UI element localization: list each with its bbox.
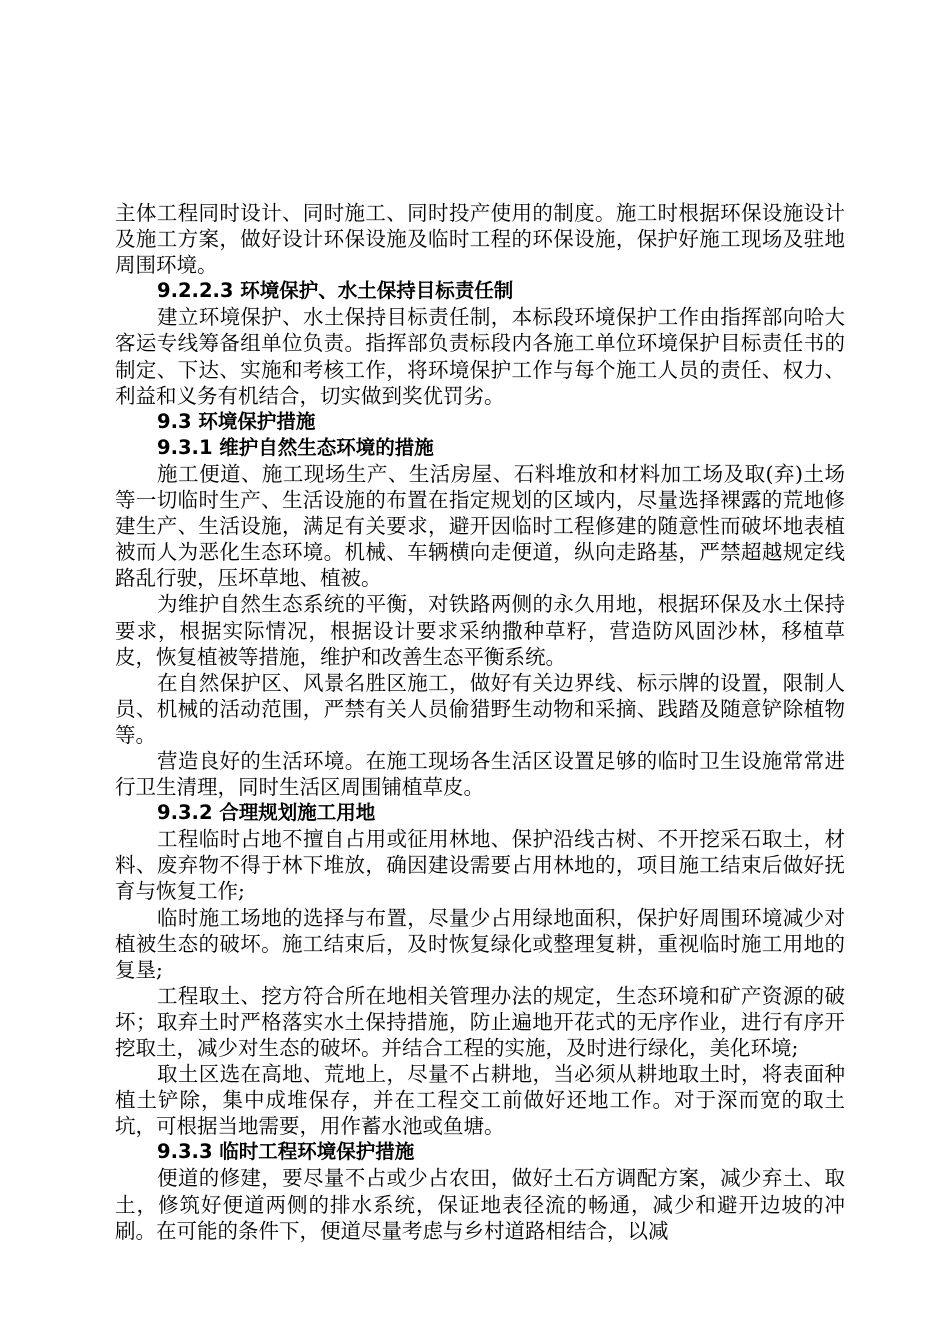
paragraph: 为维护自然生态系统的平衡，对铁路两侧的永久用地，根据环保及水土保持要求，根据实际情况，根据设计要求采纳撒种草籽，营造防风固沙林，移植草皮，恢复植被等措施，维护和改善生态平衡系统。 <box>115 592 845 669</box>
paragraph: 主体工程同时设计、同时施工、同时投产使用的制度。施工时根据环保设施设计及施工方案，做好设计环保设施及临时工程的环保设施，保护好施工现场及驻地周围环境。 <box>115 201 845 278</box>
section-heading: 9.3 环境保护措施 <box>157 409 316 433</box>
section-heading: 9.3.3 临时工程环境保护措施 <box>157 1140 415 1164</box>
document-body <box>115 200 845 1244</box>
paragraph: 工程临时占地不擅自占用或征用林地、保护沿线古树、不开挖采石取土，材料、废弃物不得于林下堆放，确因建设需要占用林地的，项目施工结束后做好抚育与恢复工作; <box>115 827 845 904</box>
section-heading: 9.3.1 维护自然生态环境的措施 <box>157 435 434 459</box>
paragraph: 建立环境保护、水土保持目标责任制，本标段环境保护工作由指挥部向哈大客运专线筹备组单位负责。指挥部负责标段内各施工单位环境保护目标责任书的制定、下达、实施和考核工作，将环境保护工作与每个施工人员的责任、权力、利益和义务有机结合，切实做到奖优罚劣。 <box>115 305 845 408</box>
paragraph: 临时施工场地的选择与布置，尽量少占用绿地面积，保护好周围环境减少对植被生态的破坏。施工结束后，及时恢复绿化或整理复耕，重视临时施工用地的复垦; <box>115 905 845 982</box>
paragraph: 取土区选在高地、荒地上，尽量不占耕地，当必须从耕地取土时，将表面种植土铲除，集中成堆保存，并在工程交工前做好还地工作。对于深而宽的取土坑，可根据当地需要，用作蓄水池或鱼塘。 <box>115 1062 845 1139</box>
paragraph: 在自然保护区、风景名胜区施工，做好有关边界线、标示牌的设置，限制人员、机械的活动范围，严禁有关人员偷猎野生动物和采摘、践踏及随意铲除植物等。 <box>115 670 845 747</box>
section-heading: 9.3.2 合理规划施工用地 <box>157 801 376 825</box>
paragraph: 施工便道、施工现场生产、生活房屋、石料堆放和材料加工场及取(弃)土场等一切临时生产、生活设施的布置在指定规划的区域内，尽量选择裸露的荒地修建生产、生活设施，满足有关要求，避开因临时工程修建的随意性而破坏地表植被而人为恶化生态环境。机械、车辆横向走便道，纵向走路基，严禁超越规定线路乱行驶，压坏草地、植被。 <box>115 461 845 591</box>
paragraph: 营造良好的生活环境。在施工现场各生活区设置足够的临时卫生设施常常进行卫生清理，同时生活区周围铺植草皮。 <box>115 748 845 800</box>
paragraph: 工程取土、挖方符合所在地相关管理办法的规定，生态环境和矿产资源的破坏；取弃土时严格落实水土保持措施，防止遍地开花式的无序作业，进行有序开挖取土，减少对生态的破坏。并结合工程的实施，及时进行绿化，美化环境; <box>115 983 845 1060</box>
section-heading: 9.2.2.3 环境保护、水土保持目标责任制 <box>157 279 514 303</box>
paragraph: 便道的修建，要尽量不占或少占农田，做好土石方调配方案，减少弃土、取土，修筑好便道两侧的排水系统，保证地表径流的畅通，减少和避开边坡的冲刷。在可能的条件下，便道尽量考虑与乡村道路相结合，以减 <box>115 1166 845 1243</box>
